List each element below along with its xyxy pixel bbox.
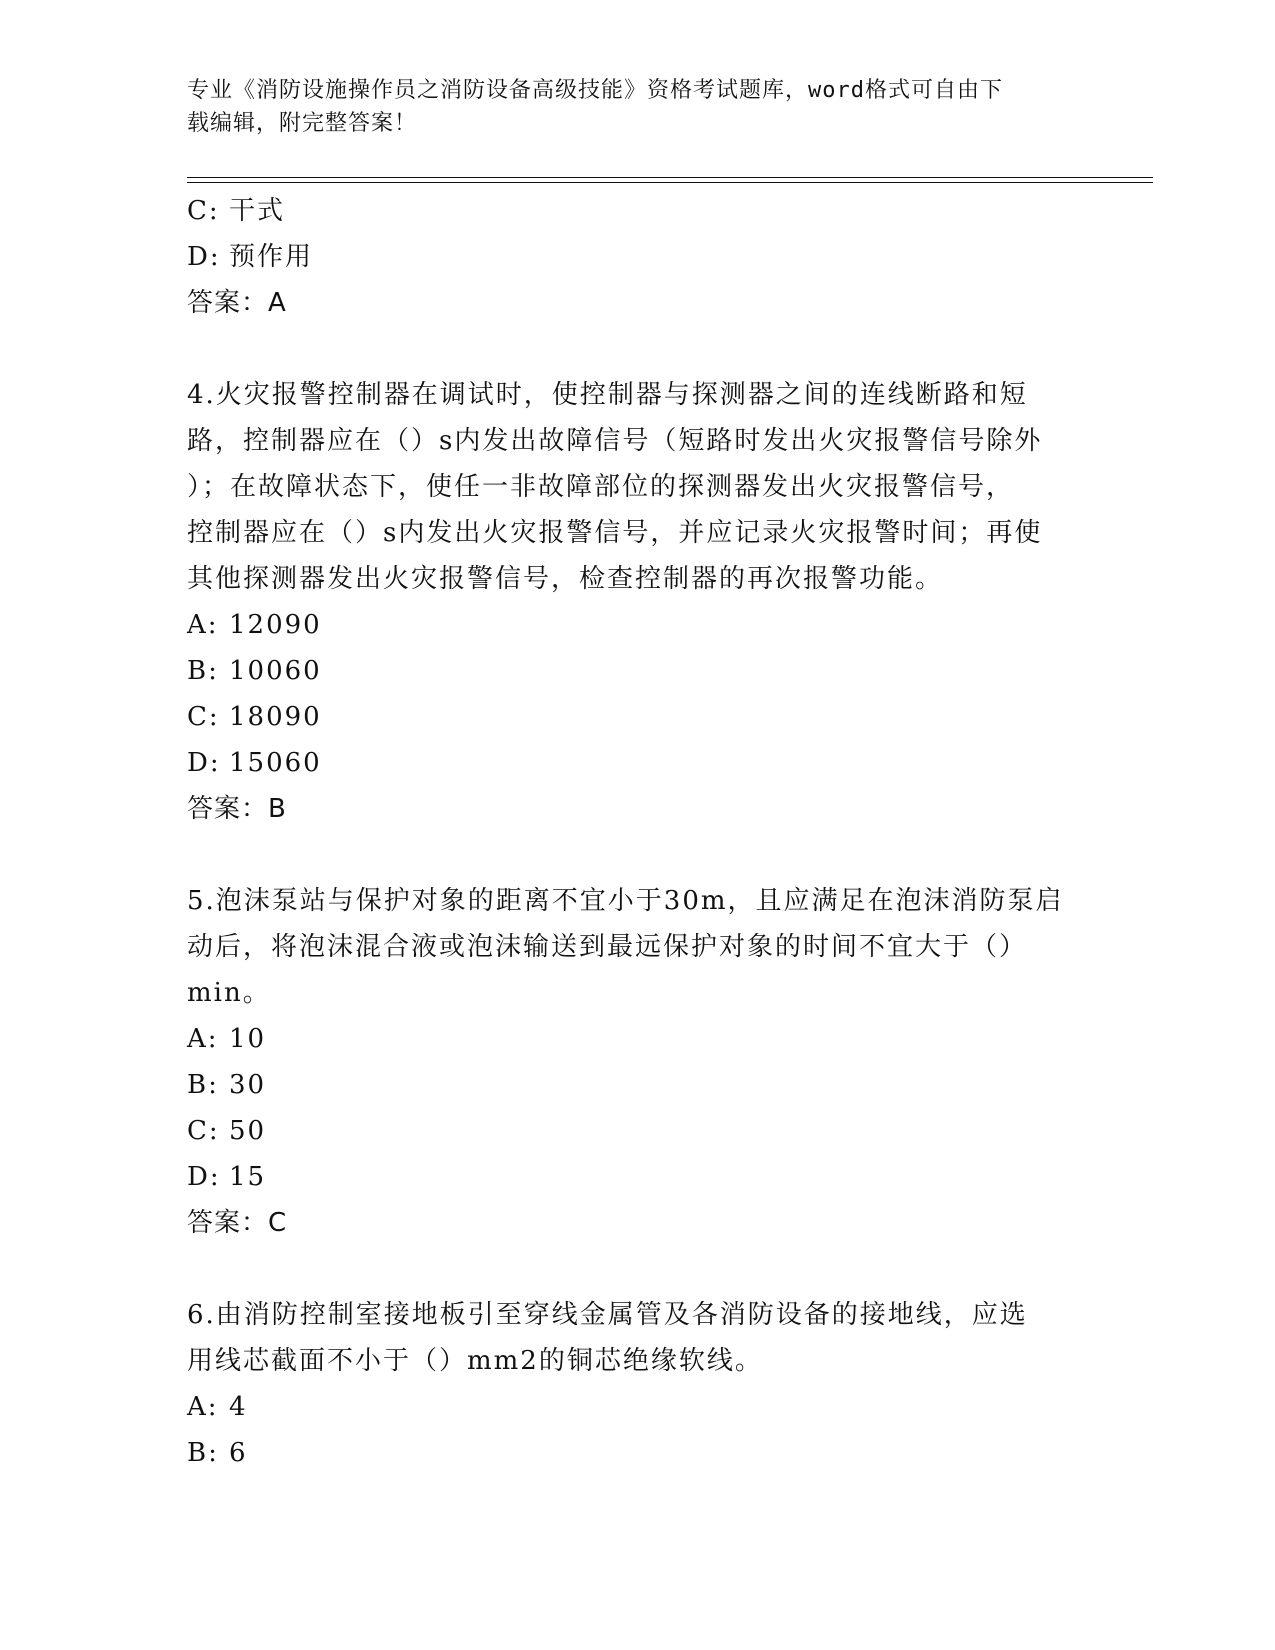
question-stem-line: 5.泡沫泵站与保护对象的距离不宜小于30m，且应满足在泡沫消防泵启 [187,886,1064,916]
option-b: B: 10060 [187,656,322,686]
option-d: D: 15 [187,1162,267,1192]
option-a: A: 12090 [187,610,322,640]
option-c: C: 50 [187,1116,267,1146]
answer-line: 答案：C [187,1208,288,1238]
answer-line: 答案：A [187,288,287,318]
option-d: D: 15060 [187,748,322,778]
question-stem-line: 其他探测器发出火灾报警信号，检查控制器的再次报警功能。 [187,564,944,594]
header-line-2: 载编辑，附完整答案！ [187,111,418,136]
spacer [187,326,1087,372]
question-stem-line: 6.由消防控制室接地板引至穿线金属管及各消防设备的接地线，应选 [187,1300,1028,1330]
question-stem-line: 控制器应在（）s内发出火灾报警信号，并应记录火灾报警时间；再使 [187,518,1043,548]
question-stem-line: 4.火灾报警控制器在调试时，使控制器与探测器之间的连线断路和短 [187,380,1028,410]
question-list [187,188,1087,1476]
question-stem-line: min。 [187,978,271,1008]
question-4 [187,372,1087,832]
spacer [187,832,1087,878]
question-6 [187,1292,1087,1476]
question-stem-line: 用线芯截面不小于（）mm2的铜芯绝缘软线。 [187,1346,763,1376]
header-line-1: 专业《消防设施操作员之消防设备高级技能》资格考试题库，word格式可自由下 [187,78,1003,103]
option-a: A: 10 [187,1024,267,1054]
question-stem-line: 路，控制器应在（）s内发出故障信号（短路时发出火灾报警信号除外 [187,426,1043,456]
option-c: C: 干式 [187,196,286,226]
header-divider-bottom [187,182,1153,183]
page-header [187,74,1087,140]
option-a: A: 4 [187,1392,248,1422]
question-stem-line: 动后，将泡沫混合液或泡沫输送到最远保护对象的时间不宜大于（） [187,932,1028,962]
answer-line: 答案：B [187,794,287,824]
question-stem-line: ）；在故障状态下，使任一非故障部位的探测器发出火灾报警信号， [187,472,1015,502]
question-3 [187,188,1087,326]
option-b: B: 6 [187,1438,248,1468]
header-divider-top [187,177,1153,178]
option-c: C: 18090 [187,702,322,732]
question-5 [187,878,1087,1246]
option-b: B: 30 [187,1070,267,1100]
spacer [187,1246,1087,1292]
option-d: D: 预作用 [187,242,314,272]
